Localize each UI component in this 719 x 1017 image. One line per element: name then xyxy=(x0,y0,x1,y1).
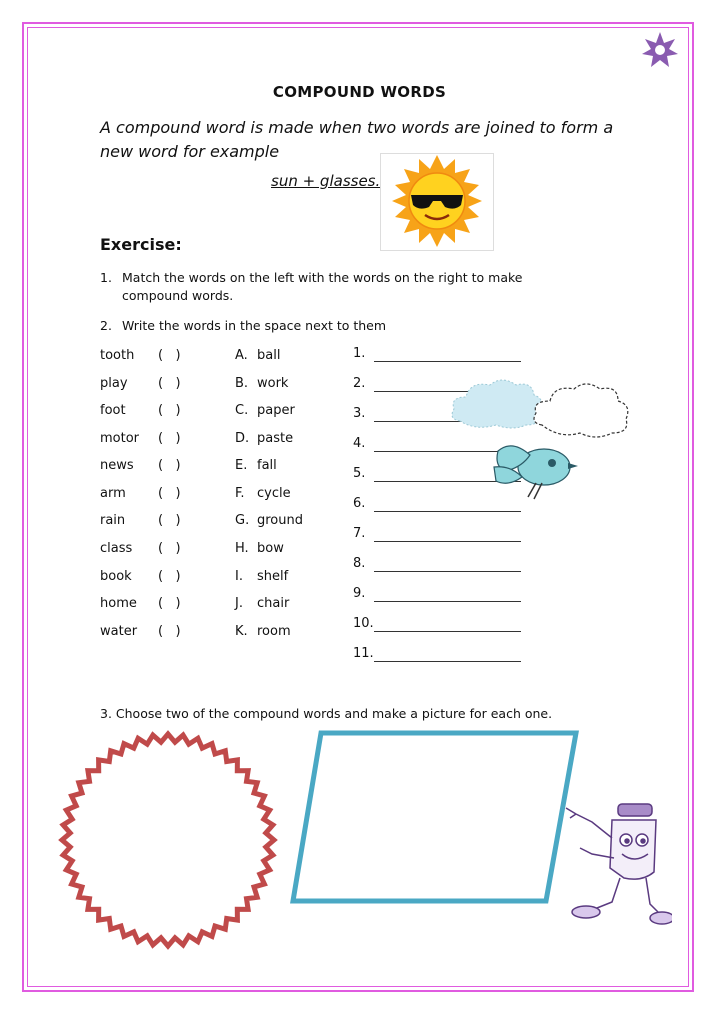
match-slot[interactable]: ( ) xyxy=(158,624,181,639)
answer-number: 5. xyxy=(353,466,366,481)
right-word: ground xyxy=(257,513,303,528)
left-word: book xyxy=(100,569,132,584)
left-word: tooth xyxy=(100,348,135,363)
match-slot[interactable]: ( ) xyxy=(158,486,181,501)
answer-number: 3. xyxy=(353,406,366,421)
page-title: COMPOUND WORDS xyxy=(272,83,447,101)
right-letter: H. xyxy=(235,541,249,556)
exercise-heading: Exercise: xyxy=(100,235,182,254)
match-slot[interactable]: ( ) xyxy=(158,376,181,391)
left-word: foot xyxy=(100,403,126,418)
right-letter: K. xyxy=(235,624,248,639)
answer-line[interactable] xyxy=(374,586,521,602)
right-letter: J. xyxy=(235,596,243,611)
answer-line[interactable] xyxy=(374,616,521,632)
bird-icon xyxy=(492,437,582,501)
right-word: ball xyxy=(257,348,281,363)
circle-drawing-frame[interactable] xyxy=(50,730,286,950)
answer-number: 10. xyxy=(353,616,374,631)
right-letter: E. xyxy=(235,458,248,473)
answer-number: 11. xyxy=(353,646,374,661)
match-slot[interactable]: ( ) xyxy=(158,513,181,528)
left-word: news xyxy=(100,458,134,473)
right-word: paste xyxy=(257,431,294,446)
instruction-2 xyxy=(100,317,570,335)
answer-number: 2. xyxy=(353,376,366,391)
answer-number: 1. xyxy=(353,346,366,361)
right-letter: C. xyxy=(235,403,249,418)
match-slot[interactable]: ( ) xyxy=(158,348,181,363)
parallelogram-drawing-frame[interactable] xyxy=(290,730,580,905)
right-word: work xyxy=(257,376,289,391)
right-letter: F. xyxy=(235,486,245,501)
right-word: shelf xyxy=(257,569,289,584)
right-word: room xyxy=(257,624,291,639)
answer-line[interactable] xyxy=(374,556,521,572)
star-icon xyxy=(641,31,679,69)
right-word: cycle xyxy=(257,486,291,501)
match-slot[interactable]: ( ) xyxy=(158,596,181,611)
right-letter: A. xyxy=(235,348,248,363)
answer-line[interactable] xyxy=(374,526,521,542)
right-word: bow xyxy=(257,541,284,556)
question-3: 3. Choose two of the compound words and make a picture for each one. xyxy=(100,706,553,721)
right-letter: I. xyxy=(235,569,243,584)
pencil-character-image xyxy=(562,798,672,930)
answer-number: 9. xyxy=(353,586,366,601)
left-word: class xyxy=(100,541,133,556)
answer-line[interactable] xyxy=(374,346,521,362)
sun-sunglasses-image xyxy=(380,153,494,251)
cloud-icon xyxy=(446,375,636,443)
answer-line[interactable] xyxy=(374,646,521,662)
right-word: chair xyxy=(257,596,290,611)
example-text: sun + glasses. xyxy=(271,172,381,190)
match-slot[interactable]: ( ) xyxy=(158,431,181,446)
instruction-text: Write the words in the space next to them xyxy=(122,318,387,333)
intro-text: A compound word is made when two words are joined to form a new word for example xyxy=(100,118,614,161)
left-word: home xyxy=(100,596,137,611)
answer-number: 7. xyxy=(353,526,366,541)
answer-number: 8. xyxy=(353,556,366,571)
right-word: paper xyxy=(257,403,295,418)
instruction-number: 2. xyxy=(100,318,112,333)
answer-number: 6. xyxy=(353,496,366,511)
right-letter: G. xyxy=(235,513,250,528)
match-slot[interactable]: ( ) xyxy=(158,458,181,473)
right-letter: D. xyxy=(235,431,250,446)
match-slot[interactable]: ( ) xyxy=(158,541,181,556)
left-word: motor xyxy=(100,431,140,446)
instruction-number: 1. xyxy=(100,270,112,285)
match-slot[interactable]: ( ) xyxy=(158,569,181,584)
left-word: rain xyxy=(100,513,126,528)
left-word: arm xyxy=(100,486,126,501)
instruction-text: Match the words on the left with the words on the right to make compound words. xyxy=(122,270,523,303)
right-word: fall xyxy=(257,458,277,473)
right-letter: B. xyxy=(235,376,249,391)
left-word: water xyxy=(100,624,138,639)
answer-number: 4. xyxy=(353,436,366,451)
instruction-1 xyxy=(100,269,570,305)
left-word: play xyxy=(100,376,128,391)
match-slot[interactable]: ( ) xyxy=(158,403,181,418)
